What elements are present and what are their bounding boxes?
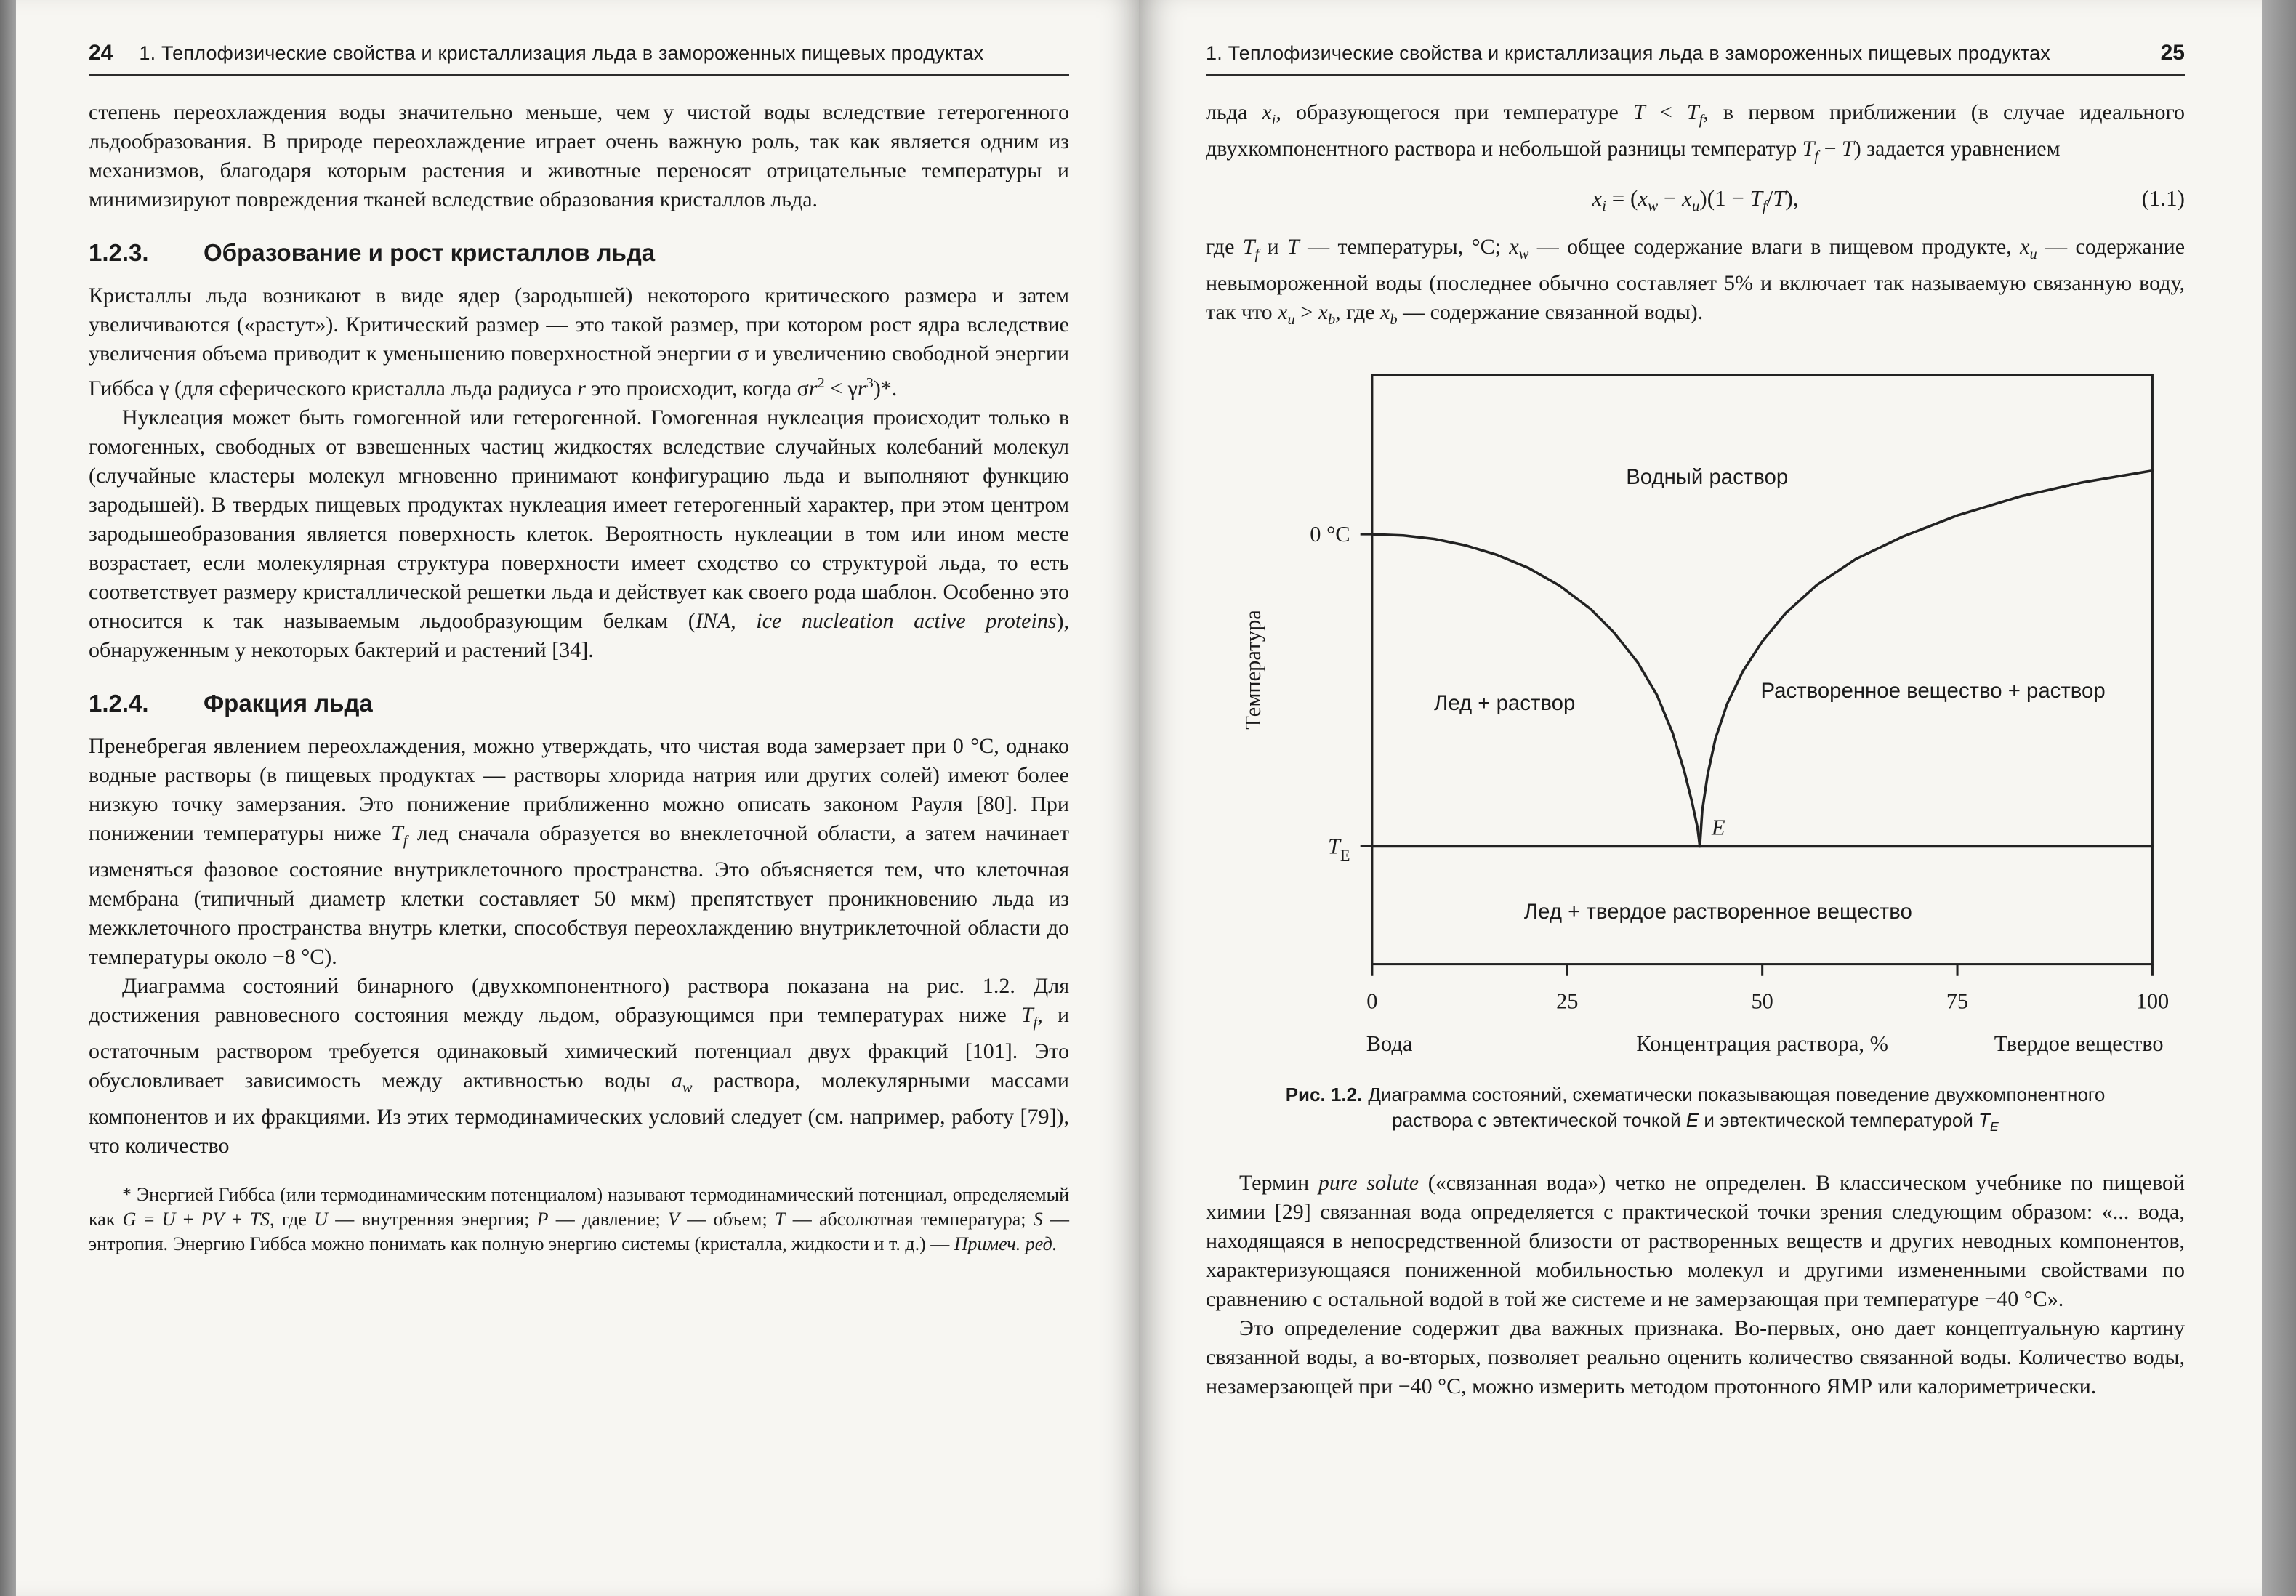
y-axis-title: Температура — [1240, 610, 1265, 730]
section-heading-1-2-4 — [89, 690, 1069, 717]
page-number: 25 — [2160, 41, 2185, 65]
chapter-title: 1. Теплофизические свойства и кристаллизация льда в замороженных пищевых продуктах — [139, 42, 984, 64]
equation-body: $x_i = (x_w - x_u)(1 - T_f/T)$, — [1592, 185, 1799, 215]
paragraph-term-definitions: где $T_f$ и T — температуры, °С; $x_w$ — общее содержание влаги в пищевом продукте, $x_u$ — содержание невымороженной воды (последнее обычно составляет 5% и включает так называемую связанную воду, так что $x_u > x_b$, где $x_b$ — содержание связанной воды). — [1206, 235, 2186, 329]
svg-text:100: 100 — [2135, 988, 2170, 1014]
figure-caption-text: Диаграмма состояний, схематически показывающая поведение двухкомпонентного раствора с эвтектической точкой E и эвтектической температурой $T_E$ — [1368, 1083, 2106, 1134]
region-label-left: Лед + раствор — [1434, 691, 1576, 716]
running-header-left — [89, 41, 1069, 76]
svg-text:50: 50 — [1751, 988, 1773, 1014]
x-axis-ticks — [1366, 964, 2169, 1014]
region-label-bottom: Лед + твердое растворенное вещество — [1523, 899, 1912, 924]
x-axis-left-label: Вода — [1366, 1031, 1413, 1057]
section-heading-1-2-3 — [89, 239, 1069, 267]
solubility-curve — [1700, 471, 2153, 847]
figure-caption-label: Рис. 1.2. — [1285, 1083, 1363, 1105]
footnote-text: Энергией Гиббса (или термодинамическим потенциалом) называют термодинамический потенциал, определяемый как G = U + PV + TS, где U — внутренняя энергия; P — давление; V — объем; T — абсолютная температура; S — энтропия. Энергию Гиббса можно понимать как полную энергию системы (кристалла, жидкости и т. д.) — Примеч. ред. — [89, 1184, 1070, 1254]
phase-diagram — [1206, 355, 2185, 1075]
paragraph-supercooling-continued: степень переохлаждения воды значительно меньше, чем у чистой воды вследствие гетерогенного льдообразования. В природе переохлаждение играет очень важную роль, так как является одним из механизмов, благодаря которым растения и животные переносят отрицательные температуры и минимизируют повреждения тканей вследствие образования кристаллов льда. — [89, 100, 1069, 211]
equation-number: (1.1) — [2141, 185, 2185, 211]
section-title: Образование и рост кристаллов льда — [204, 239, 656, 266]
page-number: 24 — [89, 41, 113, 65]
chapter-title: 1. Теплофизические свойства и кристаллизация льда в замороженных пищевых продуктах — [1206, 42, 2050, 64]
svg-text:0: 0 — [1366, 988, 1378, 1014]
svg-text:25: 25 — [1556, 988, 1579, 1014]
y-axis-ticks — [1361, 534, 1372, 846]
paragraph-ice-amount: льда $x_i$, образующегося при температуре $T < T_f$, в первом приближении (в случае идеального двухкомпонентного раствора и небольшой разницы температур $T_f - T$) задается уравнением — [1206, 100, 2186, 164]
paragraph-pure-solute: Термин pure solute («связанная вода») четко не определен. В классическом учебнике по пищевой химии [29] связанная вода определяется с практической точки зрения следующим образом: «... вода, находящаяся в непосредственной близости от растворенных веществ и других неводных компонентов, характеризующаяся пониженной мобильностью молекул и другими измененными свойствами по сравнению с остальной водой в той же системе и не замерзающая при температуре −40 °С». — [1206, 1170, 2185, 1311]
footnote-gibbs-energy — [89, 1182, 1069, 1257]
spacer — [1206, 1150, 2185, 1169]
figure-1-2 — [1206, 355, 2185, 1140]
footnote-marker: * — [122, 1184, 132, 1205]
paragraph-definition-features: Это определение содержит два важных признака. Во-первых, оно дает концептуальную картину связанной воды, а во-вторых, позволяет реально оценить количество связанной воды. Количество воды, незамерзающей при −40 °С, можно измерить методом протонного ЯМР или калориметрически. — [1206, 1315, 2185, 1398]
region-label-top: Водный раствор — [1626, 465, 1789, 490]
y-tick-label-zero: 0 °С — [1310, 522, 1350, 547]
eutectic-point-label: E — [1711, 815, 1725, 840]
scan-edge-left — [0, 0, 16, 1596]
running-header-right — [1206, 41, 2185, 76]
page-25 — [1139, 0, 2262, 1596]
x-axis-right-label: Твердое вещество — [1994, 1031, 2164, 1057]
paragraph-nucleation: Нуклеация может быть гомогенной или гетерогенной. Гомогенная нуклеация происходит только в гомогенных, свободных от взвешенных частиц жидкостях вследствие случайных колебаний молекул (случайные кластеры молекул мгновенно принимают конфигурацию льда и выполняют функцию зародышей). В твердых пищевых продуктах нуклеация имеет гетерогенный характер, при этом центром зародышеобразования является поверхность клеток. Вероятность нуклеации в том или ином месте возрастает, если молекулярная структура поверхности имеет сходство со структурой льда, то есть соответствует размеру кристаллической решетки льда и действует как своего рода шаблон. Особенно это относится к так называемым льдообразующим белкам (INA, ice nucleation active proteins), обнаруженным у некоторых бактерий и растений [34]. — [89, 406, 1070, 662]
paragraph-crystal-growth-1: Кристаллы льда возникают в виде ядер (зародышей) некоторого критического размера и затем увеличиваются («растут»). Критический размер — это такой размер, при котором рост ядра вследствие увеличения объема приводит к уменьшению поверхностной энергии σ и увеличению свободной энергии Гиббса γ (для сферического кристалла льда радиуса r это происходит, когда $\sigma r^2 < \gamma r^3)*$. — [89, 283, 1069, 400]
paragraph-ice-fraction-2: Диаграмма состояний бинарного (двухкомпонентного) раствора показана на рис. 1.2. Для достижения равновесного состояния между льдом, образующимся при температурах ниже $T_f$, и остаточным раствором требуется одинаковый химический потенциал двух фракций [101]. Это обусловливает зависимость между активностью воды $a_w$ раствора, молекулярными массами компонентов и их фракциями. Из этих термодинамических условий следует (см. например, работу [79]), что количество — [89, 974, 1069, 1158]
plot-border — [1372, 376, 2153, 964]
svg-text:75: 75 — [1946, 988, 1969, 1014]
page-24 — [16, 0, 1139, 1596]
section-number: 1.2.4. — [89, 690, 149, 717]
freezing-curve — [1372, 534, 1700, 846]
y-tick-label-te: $T_E$ — [1327, 834, 1350, 864]
paragraph-ice-fraction-1: Пренебрегая явлением переохлаждения, можно утверждать, что чистая вода замерзает при 0 °С, однако водные растворы (в пищевых продуктах — растворы хлорида натрия или других солей) имеют более низкую точку замерзания. Это понижение приближенно можно описать законом Рауля [80]. При понижении температуры ниже $T_f$ лед сначала образуется во внеклеточной области, а затем начинает изменяться фазовое состояние внутриклеточного пространства. Это объясняется тем, что клеточная мембрана (типичный диаметр клетки составляет 50 мкм) препятствует проникновению льда из межклеточного пространства внутрь клетки, способствуя переохлаждению внутриклеточной области до температуры около −8 °С). — [89, 734, 1069, 969]
region-label-right: Растворенное вещество + раствор — [1760, 679, 2106, 704]
section-number: 1.2.3. — [89, 239, 149, 266]
equation-1-1 — [1206, 185, 2185, 215]
figure-caption — [1249, 1082, 2143, 1140]
section-title: Фракция льда — [204, 690, 373, 717]
x-axis-label: Концентрация раствора, % — [1636, 1031, 1888, 1057]
scan-edge-right — [2262, 0, 2296, 1596]
